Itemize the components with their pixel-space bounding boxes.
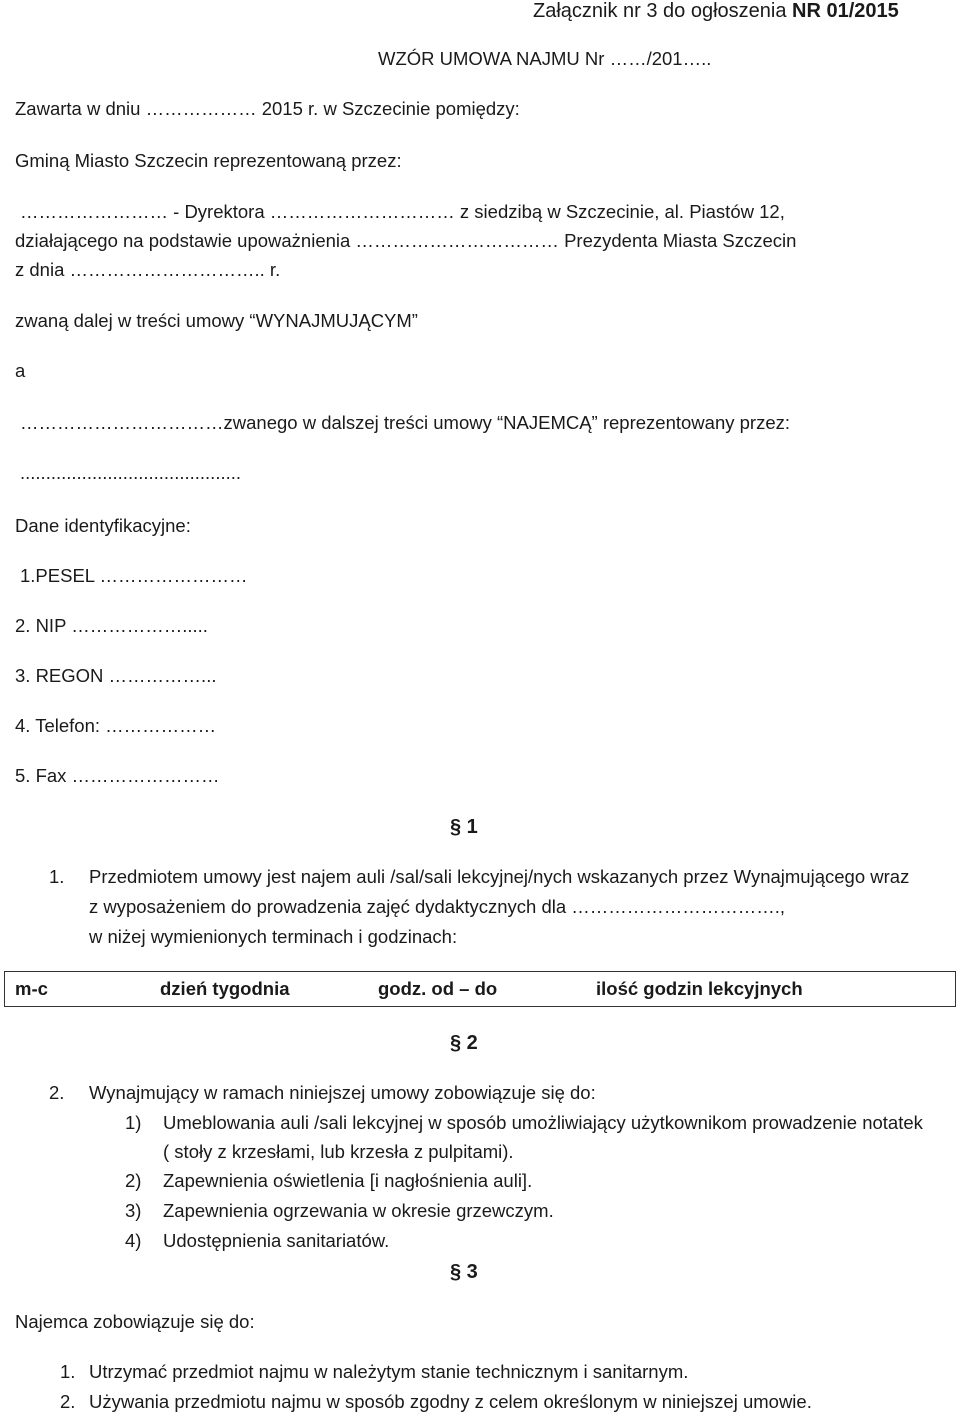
section-3-mark: § 3 bbox=[450, 1261, 478, 1283]
section-2-item-4-number: 4) bbox=[125, 1230, 142, 1251]
representative-dots: ........................................... bbox=[20, 462, 242, 483]
schedule-table bbox=[4, 971, 956, 1007]
section-2-item-3-text: Zapewnienia ogrzewania w okresie grzewczym. bbox=[163, 1200, 554, 1221]
id-regon: 3. REGON ……………... bbox=[15, 665, 217, 686]
section-2-item-2-text: Zapewnienia oświetlenia [i nagłośnienia auli]. bbox=[163, 1170, 533, 1191]
id-pesel: 1.PESEL …………………… bbox=[20, 565, 248, 586]
lessee-line: ……………………………zwanego w dalszej treści umowy “NAJEMCĄ” reprezentowany przez: bbox=[20, 412, 791, 433]
document-title: WZÓR UMOWA NAJMU Nr ……/201….. bbox=[378, 48, 712, 69]
id-nip: 2. NIP ………………..... bbox=[15, 615, 208, 636]
column-header-hours: godz. od – do bbox=[378, 978, 498, 999]
section-1-number: 1. bbox=[49, 866, 65, 887]
section-2-item-1-text: Umeblowania auli /sali lekcyjnej w sposób umożliwiający użytkownikom prowadzenie notatek bbox=[163, 1112, 923, 1133]
section-1-mark: § 1 bbox=[450, 816, 478, 838]
annex-number: NR 01/2015 bbox=[792, 0, 899, 22]
annex-label bbox=[533, 0, 899, 22]
section-1-line-1: Przedmiotem umowy jest najem auli /sal/sali lekcyjnej/nych wskazanych przez Wynajmującego wraz bbox=[89, 866, 910, 887]
id-phone: 4. Telefon: ……………… bbox=[15, 715, 217, 736]
section-3-item-1-text: Utrzymać przedmiot najmu w należytym stanie technicznym i sanitarnym. bbox=[89, 1361, 689, 1382]
id-fax: 5. Fax …………………… bbox=[15, 765, 220, 786]
section-2-item-4-text: Udostępnienia sanitariatów. bbox=[163, 1230, 390, 1251]
concluded-line: Zawarta w dniu ……………… 2015 r. w Szczecinie pomiędzy: bbox=[15, 98, 520, 119]
section-2-item-1-number: 1) bbox=[125, 1112, 142, 1133]
section-3-item-2-number: 2. bbox=[60, 1391, 76, 1412]
section-2-number: 2. bbox=[49, 1082, 65, 1103]
and-connector: a bbox=[15, 360, 26, 381]
section-2-item-1-continuation: ( stoły z krzesłami, lub krzesła z pulpitami). bbox=[163, 1141, 514, 1162]
section-2-intro: Wynajmujący w ramach niniejszej umowy zobowiązuje się do: bbox=[89, 1082, 596, 1103]
section-2-item-3-number: 3) bbox=[125, 1200, 142, 1221]
section-3-item-2-text: Używania przedmiotu najmu w sposób zgodny z celem określonym w niniejszej umowie. bbox=[89, 1391, 812, 1412]
section-1-line-3: w niżej wymienionych terminach i godzinach: bbox=[89, 926, 458, 947]
section-1-line-2: z wyposażeniem do prowadzenia zajęć dydaktycznych dla ……………………………., bbox=[89, 896, 786, 917]
director-line: …………………… - Dyrektora ………………………… z siedzibą w Szczecinie, al. Piastów 12, bbox=[20, 201, 785, 222]
section-3-item-1-number: 1. bbox=[60, 1361, 76, 1382]
section-2-mark: § 2 bbox=[450, 1032, 478, 1054]
lessor-line: zwaną dalej w treści umowy “WYNAJMUJĄCYM” bbox=[15, 310, 418, 331]
column-header-weekday: dzień tygodnia bbox=[160, 978, 290, 999]
column-header-month: m-c bbox=[15, 978, 48, 999]
annex-prefix: Załącznik nr 3 do ogłoszenia bbox=[533, 0, 793, 22]
section-3-intro: Najemca zobowiązuje się do: bbox=[15, 1311, 255, 1332]
date-line: z dnia ………………………….. r. bbox=[15, 259, 281, 280]
gmina-line: Gminą Miasto Szczecin reprezentowaną przez: bbox=[15, 150, 402, 171]
column-header-lesson-count: ilość godzin lekcyjnych bbox=[596, 978, 803, 999]
table-header-row bbox=[5, 972, 956, 1007]
identification-heading: Dane identyfikacyjne: bbox=[15, 515, 191, 536]
authorization-line: działającego na podstawie upoważnienia …………………………… Prezydenta Miasta Szczecin bbox=[15, 230, 797, 251]
section-2-item-2-number: 2) bbox=[125, 1170, 142, 1191]
